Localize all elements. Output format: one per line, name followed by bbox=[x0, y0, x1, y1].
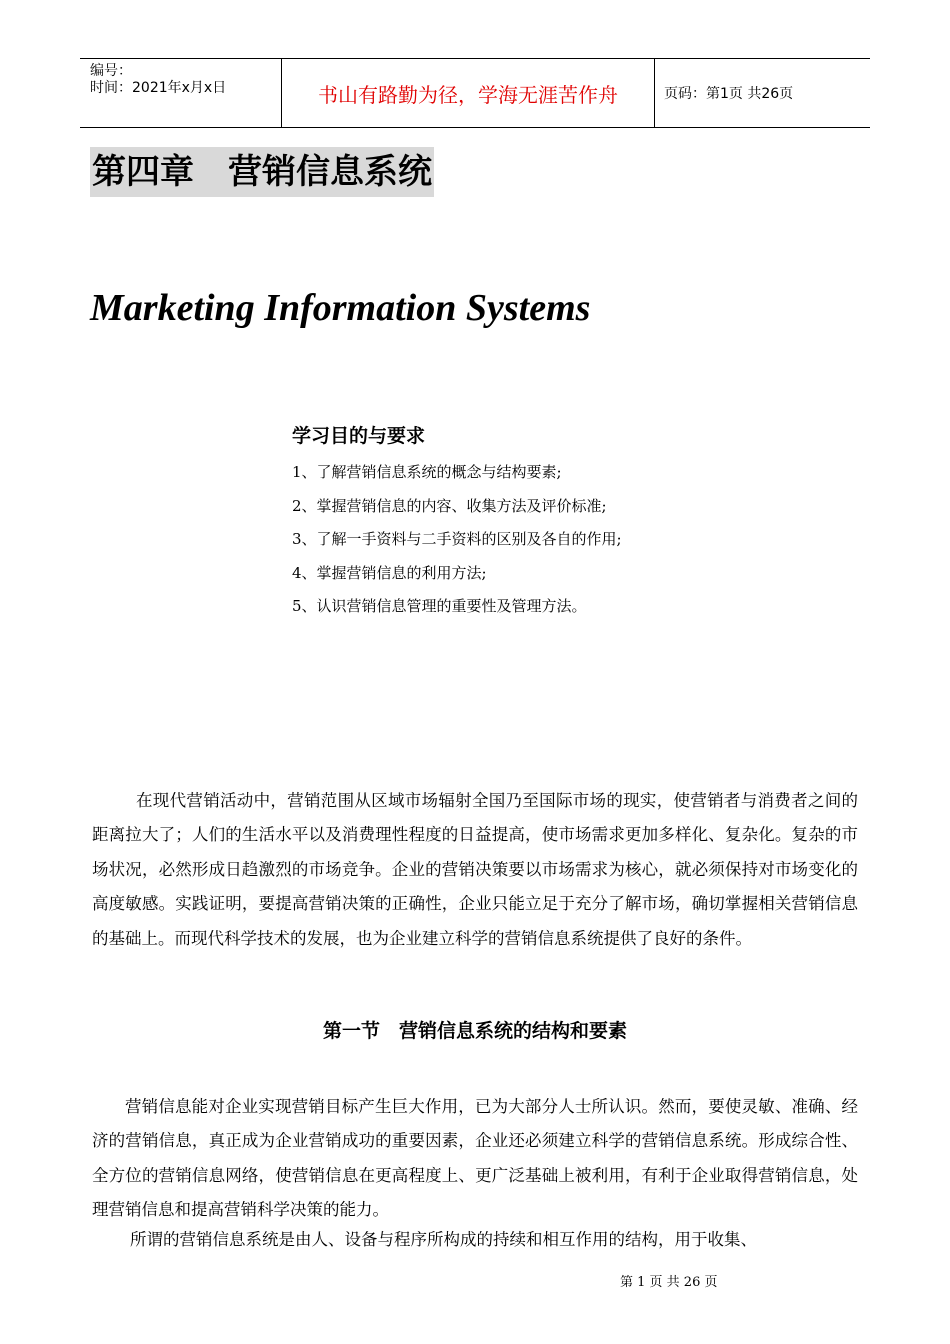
objective-item: 2、掌握营销信息的内容、收集方法及评价标准; bbox=[292, 496, 607, 515]
header-table bbox=[80, 58, 870, 128]
section-title: 第一节 营销信息系统的结构和要素 bbox=[322, 1020, 627, 1042]
time-label: 时间：2021年x月x日 bbox=[90, 80, 227, 96]
section-paragraph: 营销信息能对企业实现营销目标产生巨大作用，已为大部分人士所认识。然而，要使灵敏、准确、经济的营销信息，真正成为企业营销成功的重要因素，企业还必须建立科学的营销信息系统。形成综合性、全方位的营销信息网络，使营销信息在更高程度上、更广泛基础上被利用，有利于企业取得营销信息，处理营销信息和提高营销科学决策的能力。 bbox=[92, 1097, 858, 1220]
objective-item: 1、了解营销信息系统的概念与结构要素; bbox=[292, 463, 562, 481]
header-motto: 书山有路勤为径，学海无涯苦作舟 bbox=[282, 59, 655, 127]
number-label: 编号： bbox=[90, 63, 132, 79]
objective-item: 3、了解一手资料与二手资料的区别及各自的作用; bbox=[292, 530, 622, 548]
header-meta-cell bbox=[80, 59, 282, 127]
objective-item: 5、认识营销信息管理的重要性及管理方法。 bbox=[292, 597, 587, 615]
page-footer: 第 1 页 共 26 页 bbox=[620, 1275, 718, 1290]
english-title: Marketing Information Systems bbox=[90, 287, 591, 329]
section-paragraph: 所谓的营销信息系统是由人、设备与程序所构成的持续和相互作用的结构，用于收集、 bbox=[130, 1230, 757, 1249]
intro-paragraph: 在现代营销活动中，营销范围从区域市场辐射全国乃至国际市场的现实，使营销者与消费者之间的距离拉大了；人们的生活水平以及消费理性程度的日益提高，使市场需求更加多样化、复杂化。复杂的市场状况，必然形成日趋激烈的市场竞争。企业的营销决策要以市场需求为核心，就必须保持对市场变化的高度敏感。实践证明，要提高营销决策的正确性，企业只能立足于充分了解市场，确切掌握相关营销信息的基础上。而现代科学技术的发展，也为企业建立科学的营销信息系统提供了良好的条件。 bbox=[92, 791, 858, 948]
header-page-info: 页码：第1页 共26页 bbox=[664, 86, 794, 102]
objective-item: 4、掌握营销信息的利用方法; bbox=[292, 563, 487, 582]
objectives-list bbox=[292, 458, 622, 626]
chapter-title: 第四章 营销信息系统 bbox=[90, 147, 434, 197]
objectives-title: 学习目的与要求 bbox=[292, 425, 426, 447]
